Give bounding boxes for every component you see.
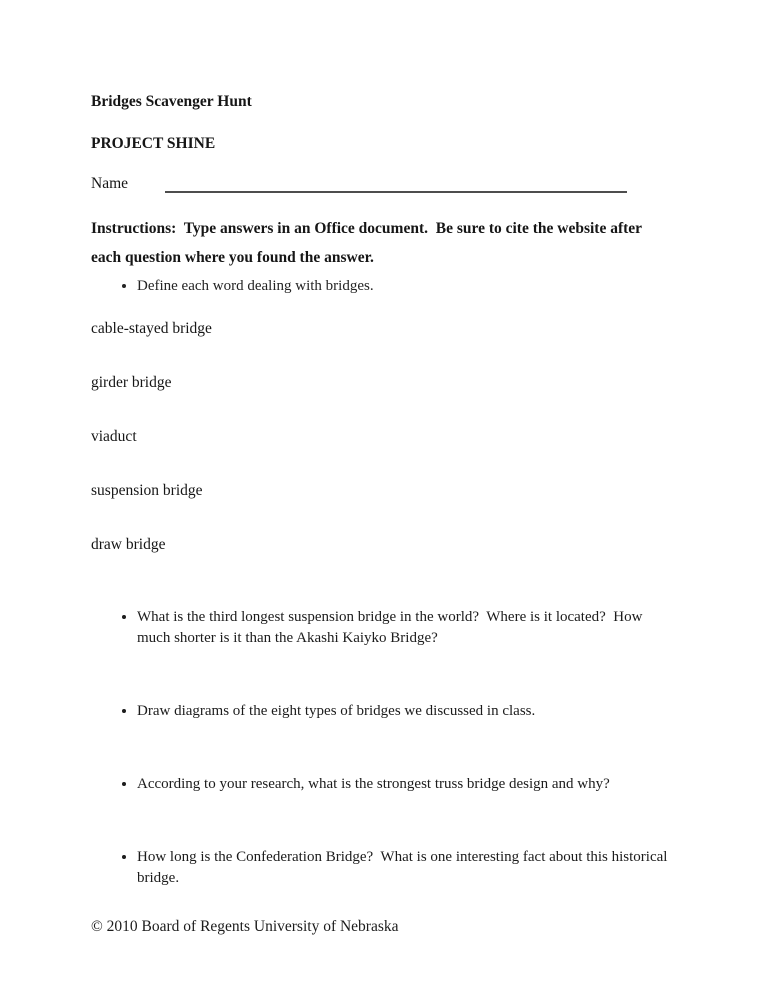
word-item: girder bridge bbox=[91, 374, 172, 391]
question-item: • How long is the Confederation Bridge? What is one interesting fact about this historical bridge. bbox=[137, 847, 671, 889]
word-item: viaduct bbox=[91, 428, 137, 445]
name-blank-line bbox=[165, 176, 627, 193]
question-item: • What is the third longest suspension bridge in the world? Where is it located? How much shorter is it than the Akashi Kaiyko Bridge? bbox=[137, 607, 671, 649]
define-bullet-list bbox=[91, 276, 671, 297]
project-subtitle: PROJECT SHINE bbox=[91, 135, 216, 152]
question-item: • Draw diagrams of the eight types of bridges we discussed in class. bbox=[137, 701, 671, 722]
word-item: cable-stayed bridge bbox=[91, 320, 212, 337]
name-label: Name bbox=[91, 175, 129, 192]
define-bullet-item: • Define each word dealing with bridges. bbox=[137, 276, 671, 297]
copyright-footer: © 2010 Board of Regents University of Nebraska bbox=[91, 918, 399, 935]
question-list bbox=[91, 607, 671, 889]
word-item: suspension bridge bbox=[91, 482, 203, 499]
question-item: • According to your research, what is the strongest truss bridge design and why? bbox=[137, 774, 671, 795]
instructions-text: Instructions: Type answers in an Office document. Be sure to cite the website after each question where you found the answer. bbox=[91, 220, 646, 266]
page-title: Bridges Scavenger Hunt bbox=[91, 93, 252, 110]
vocabulary-list bbox=[91, 321, 768, 553]
name-row bbox=[91, 175, 768, 193]
word-item: draw bridge bbox=[91, 536, 166, 553]
